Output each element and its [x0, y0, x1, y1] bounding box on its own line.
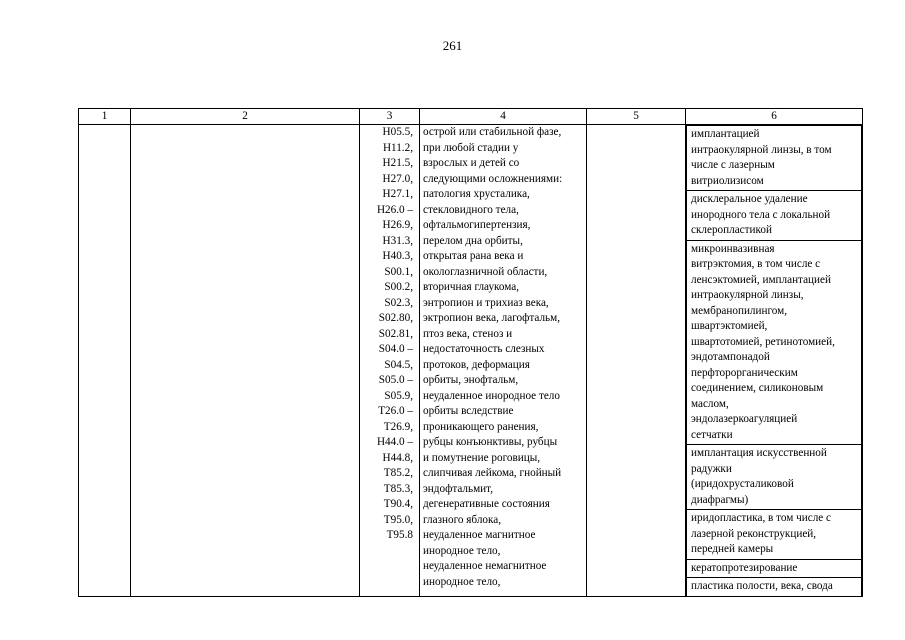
condition-line: вторичная глаукома,: [423, 281, 520, 293]
condition-line: инородное тело,: [423, 575, 501, 588]
treatment-cell: [686, 125, 863, 597]
icd-code: H21.5,: [382, 157, 413, 169]
treatment-row: [687, 559, 862, 578]
icd-code: S00.2,: [384, 281, 413, 293]
column-5-cell: [587, 125, 686, 597]
icd-code: T95.0,: [383, 513, 413, 526]
condition-line: окологлазничной области,: [423, 265, 548, 278]
treatment-line: лазерной реконструкцией,: [691, 527, 817, 540]
treatment-line: кератопротезирование: [691, 561, 798, 574]
column-header-1: 1: [79, 109, 131, 125]
icd-code: S02.3,: [384, 296, 413, 309]
treatment-item: [687, 240, 862, 445]
treatment-line: интраокулярной линзы, в том: [691, 143, 832, 156]
icd-code: H05.5,: [382, 126, 413, 138]
icd-code: H26.9,: [382, 219, 413, 231]
treatment-line: (иридохрусталиковой: [691, 478, 794, 490]
condition-line: орбиты вследствие: [423, 405, 514, 417]
treatment-line: эндотампонадой: [691, 351, 770, 363]
treatment-line: витрэктомия, в том числе с: [691, 258, 821, 270]
treatment-list: [686, 125, 862, 596]
condition-line: следующими осложнениями:: [423, 172, 563, 185]
condition-line: протоков, деформация: [423, 358, 530, 371]
condition-line: орбиты, энофтальм,: [423, 374, 519, 386]
condition-line: рубцы конъюнктивы, рубцы: [423, 436, 558, 448]
treatment-item: [687, 510, 862, 560]
procedures-table: [78, 108, 863, 597]
table-row: [79, 125, 863, 597]
column-1-cell: [79, 125, 131, 597]
icd-code: T85.2,: [383, 467, 413, 479]
icd-code: T26.9,: [383, 420, 413, 433]
treatment-line: витриолизисом: [691, 174, 764, 187]
treatment-row: [687, 445, 862, 510]
treatment-line: пластика полости, века, свода: [691, 580, 833, 592]
condition-line: неудаленное инородное тело: [423, 389, 560, 402]
treatment-line: дисклеральное удаление: [691, 193, 808, 205]
treatment-line: сетчатки: [691, 428, 733, 441]
treatment-item: [687, 559, 862, 578]
treatment-row: [687, 578, 862, 596]
condition-line: неудаленное магнитное: [423, 529, 536, 541]
icd-code: S00.1,: [384, 265, 413, 278]
treatment-line: швартотомией, ретинотомией,: [691, 335, 835, 348]
treatment-row: [687, 240, 862, 445]
treatment-line: микроинвазивная: [691, 242, 775, 255]
condition-line: патология хрусталика,: [423, 188, 530, 200]
treatment-line: соединением, силиконовым: [691, 382, 824, 394]
treatment-line: перфторорганическим: [691, 366, 798, 379]
icd-code: H44.8,: [382, 451, 413, 464]
treatment-line: интраокулярной линзы,: [691, 289, 804, 301]
treatment-line: ленсэктомией, имплантацией: [691, 273, 831, 286]
icd-code: H44.0 –: [376, 436, 413, 448]
icd-code: S02.81,: [378, 327, 413, 340]
treatment-line: эндолазеркоагуляцией: [691, 413, 798, 425]
condition-line: слипчивая лейкома, гнойный: [423, 467, 562, 479]
treatment-row: [687, 191, 862, 241]
icd-code: T85.3,: [383, 482, 413, 495]
column-2-cell: [131, 125, 360, 597]
condition-line: при любой стадии у: [423, 141, 519, 154]
icd-code: H11.2,: [382, 141, 413, 154]
treatment-line: склеропластикой: [691, 224, 772, 236]
icd-code: S05.9,: [384, 389, 413, 402]
condition-line: открытая рана века и: [423, 250, 524, 262]
icd-code: T90.4,: [383, 498, 413, 510]
column-header-2: 2: [131, 109, 360, 125]
icd-code: H26.0 –: [376, 203, 413, 216]
condition-line: птоз века, стеноз и: [423, 327, 513, 340]
condition-cell: [420, 125, 587, 597]
icd-code: T26.0 –: [378, 405, 413, 417]
icd-code: S04.5,: [384, 358, 413, 371]
condition-line: дегенеративные состояния: [423, 498, 550, 510]
icd-code: H40.3,: [382, 250, 413, 262]
treatment-item: [687, 191, 862, 241]
icd-code: H27.1,: [382, 188, 413, 200]
icd-code: S04.0 –: [378, 343, 413, 355]
treatment-line: радужки: [691, 462, 732, 475]
condition-line: эндофтальмит,: [423, 482, 494, 495]
condition-line: недостаточность слезных: [423, 343, 545, 355]
treatment-line: мембранопилингом,: [691, 304, 788, 317]
column-header-6: 6: [686, 109, 863, 125]
treatment-item: [687, 578, 862, 596]
treatment-line: диафрагмы): [691, 493, 749, 506]
condition-line: перелом дна орбиты,: [423, 234, 523, 247]
treatment-line: инородного тела с локальной: [691, 208, 831, 221]
treatment-row: [687, 510, 862, 560]
condition-line: офтальмогипертензия,: [423, 219, 531, 231]
treatment-line: имплантация искусственной: [691, 447, 827, 459]
treatment-item: [687, 445, 862, 510]
condition-line: стекловидного тела,: [423, 203, 519, 216]
treatment-item: [687, 126, 862, 191]
treatment-row: [687, 126, 862, 191]
column-header-5: 5: [587, 109, 686, 125]
icd-code: H31.3,: [382, 234, 413, 247]
icd-code: H27.0,: [382, 172, 413, 185]
condition-line: и помутнение роговицы,: [423, 451, 541, 464]
treatment-line: маслом,: [691, 397, 729, 410]
condition-line: глазного яблока,: [423, 513, 502, 526]
column-header-3: 3: [360, 109, 420, 125]
condition-line: проникающего ранения,: [423, 420, 539, 433]
condition-line: взрослых и детей со: [423, 157, 520, 169]
page-number: 261: [442, 38, 463, 53]
column-header-4: 4: [420, 109, 587, 125]
icd-code: S02.80,: [378, 312, 413, 324]
icd-code: T95.8: [386, 529, 413, 541]
condition-line: инородное тело,: [423, 544, 501, 557]
treatment-line: швартэктомией,: [691, 320, 768, 332]
treatment-line: передней камеры: [691, 543, 774, 555]
icd-code: S05.0 –: [378, 374, 413, 386]
treatment-line: иридопластика, в том числе с: [691, 512, 832, 524]
treatment-line: имплантацией: [691, 128, 760, 140]
condition-line: неудаленное немагнитное: [423, 560, 547, 572]
condition-line: острой или стабильной фазе,: [423, 126, 562, 138]
treatment-line: числе с лазерным: [691, 159, 775, 171]
condition-line: эктропион века, лагофтальм,: [423, 312, 561, 324]
icd-codes-cell: [360, 125, 420, 597]
condition-line: энтропион и трихиаз века,: [423, 296, 549, 309]
header-row: [79, 109, 863, 125]
